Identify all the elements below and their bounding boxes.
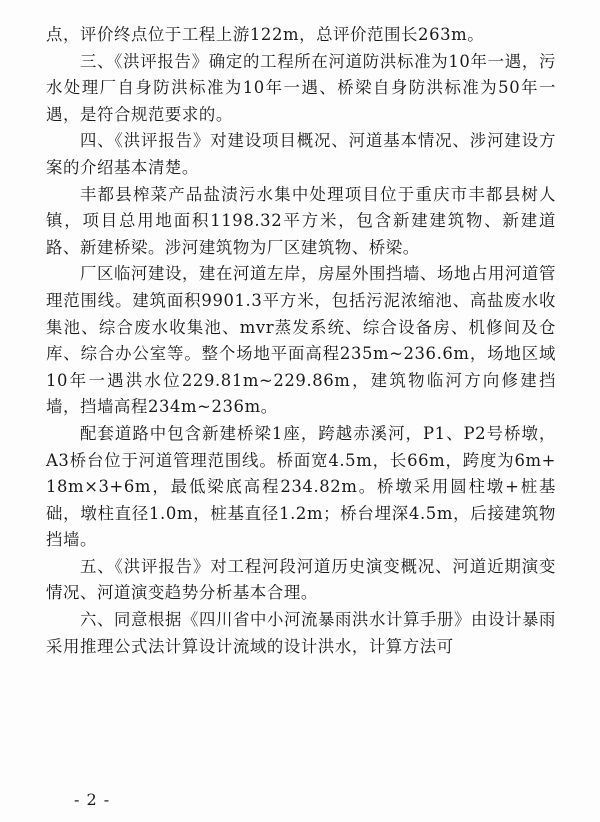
paragraph-4: 丰都县榨菜产品盐渍污水集中处理项目位于重庆市丰都县树人镇，项目总用地面积1198.32平方米，包含新建建筑物、新建道路、新建桥梁。涉河建筑物为厂区建筑物、桥梁。 <box>46 184 556 257</box>
paragraph-7: 五、《洪评报告》对工程河段河道历史演变概况、河道近期演变情况、河道演变趋势分析基本合理。 <box>46 556 556 603</box>
paragraph-5: 厂区临河建设，建在河道左岸，房屋外围挡墙、场地占用河道管理范围线。建筑面积9901.3平方米，包括污泥浓缩池、高盐废水收集池、综合废水收集池、mvr蒸发系统、综合设备房、机修间及仓库、综合办公室等。整个场地平面高程235m~236.6m，场地区域10年一遇洪水位229.81m~229.86m，建筑物临河方向修建挡墙，挡墙高程234m~236m。 <box>46 264 556 417</box>
paragraph-2: 三、《洪评报告》确定的工程所在河道防洪标准为10年一遇，污水处理厂自身防洪标准为10年一遇、桥梁自身防洪标准为50年一遇，是符合规范要求的。 <box>46 51 556 124</box>
paragraph-3: 四、《洪评报告》对建设项目概况、河道基本情况、涉河建设方案的介绍基本清楚。 <box>46 131 556 177</box>
document-body <box>46 22 556 660</box>
paragraph-8: 六、同意根据《四川省中小河流暴雨洪水计算手册》由设计暴雨采用推理公式法计算设计流域的设计洪水，计算方法可 <box>46 610 556 656</box>
page-number: - 2 - <box>74 790 111 809</box>
paragraph-6: 配套道路中包含新建桥梁1座，跨越赤溪河，P1、P2号桥墩，A3桥台位于河道管理范围线。桥面宽4.5m，长66m，跨度为6m+18m×3+6m，最低梁底高程234.82m。桥墩采用圆柱墩+桩基础，墩柱直径1.0m，桩基直径1.2m；桥台埋深4.5m，后接建筑物挡墙。 <box>46 423 556 550</box>
paragraph-1: 点，评价终点位于工程上游122m，总评价范围长263m。 <box>46 25 485 44</box>
